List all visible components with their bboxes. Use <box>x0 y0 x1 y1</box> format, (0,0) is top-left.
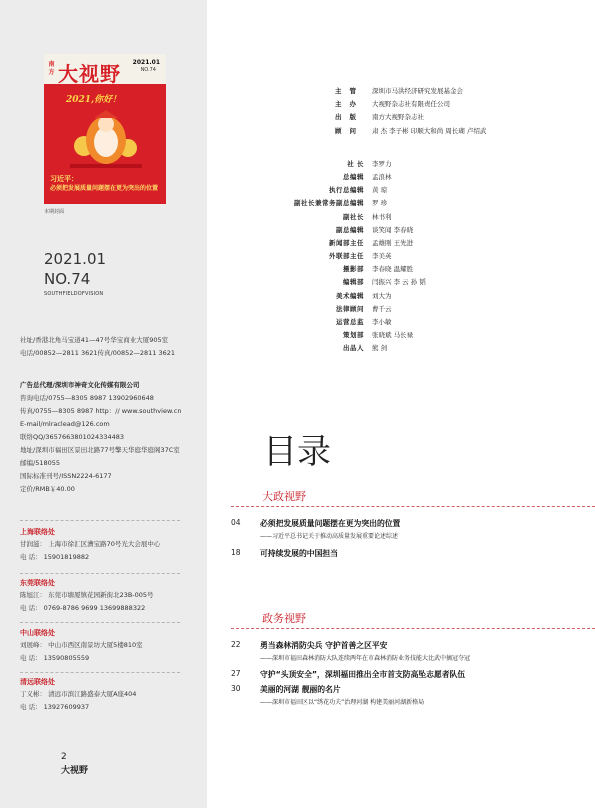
cover-logo: 大视野 <box>58 62 121 86</box>
issue-number: NO.74 <box>44 270 91 288</box>
toc-entry-title[interactable]: 必须把发展质量问题摆在更为突出的位置 <box>260 519 401 528</box>
divider <box>20 622 180 623</box>
masthead-value: 南方大视野杂志社 <box>372 113 424 122</box>
branch-line: 电 话： 13590805559 <box>20 654 90 662</box>
toc-page-number: 18 <box>231 548 241 557</box>
masthead-label: 运营总监 <box>336 318 364 326</box>
phone-line: 电话/00852—2811 3621传真/00852—2811 3621 <box>20 349 176 357</box>
toc-entry-title[interactable]: 可持续发展的中国担当 <box>260 549 338 558</box>
masthead-value: 李春晓 温耀胜 <box>372 265 414 274</box>
ad-agency-block <box>20 380 181 496</box>
masthead-value: 刘大为 <box>372 291 392 300</box>
branch-title: 东莞联络处 <box>20 579 55 587</box>
masthead-label: 摄影部 <box>343 265 364 274</box>
masthead-row <box>310 126 486 139</box>
masthead-label: 美术编辑 <box>336 291 364 300</box>
branch-title: 中山联络处 <box>20 629 55 637</box>
masthead-row <box>310 112 486 125</box>
masthead-label: 执行总编辑 <box>329 186 364 195</box>
cover-image[interactable] <box>44 54 166 204</box>
masthead-value: 孟浪林 <box>372 172 392 181</box>
branch-zhongshan <box>20 627 143 665</box>
address-block <box>20 334 175 360</box>
masthead-row <box>310 343 486 356</box>
ad-agency-title: 广告总代理/深圳市神奇文化传媒有限公司 <box>20 381 140 389</box>
masthead-row <box>310 264 486 277</box>
branch-line: 陈旭江： 东莞市塘厦镇花园新街北23B-005号 <box>20 591 154 599</box>
toc-page-number: 22 <box>231 640 241 649</box>
ad-line: 联络QQ/3657663801024334483 <box>20 433 124 441</box>
ad-line: 地址/深圳市福田区景田北路77号擎天华庭华庭阁37C室 <box>20 446 180 454</box>
cover-issue: 2021.01 <box>132 59 160 66</box>
section-heading[interactable]: 政务视野 <box>262 612 306 625</box>
ad-line: E-mail/mlraclead@126.com <box>20 420 110 428</box>
toc-title: 目录 <box>263 432 331 472</box>
masthead-row <box>310 159 486 172</box>
masthead-value: 闫振兴 李 云 孙 韬 <box>372 278 426 287</box>
left-sidebar <box>0 0 207 808</box>
branch-title: 清远联络处 <box>20 678 55 686</box>
toc-page-number: 04 <box>231 518 241 527</box>
toc-entry-subtitle: ——深圳市福田森林消防大队连续两年在市森林消防业务技能大比武中摘冠夺冠 <box>260 655 471 662</box>
branch-qingyuan <box>20 676 136 714</box>
masthead-label: 副社长兼常务副总编辑 <box>294 199 364 208</box>
masthead-value: 大视野杂志社有限责任公司 <box>372 100 450 109</box>
section-divider <box>231 506 595 507</box>
masthead-value: 孟雄刚 王先进 <box>372 238 414 247</box>
masthead-label: 主管 <box>335 87 364 95</box>
masthead-label: 编辑部 <box>343 278 364 287</box>
ad-line: 传真/0755—8305 8987 http：// www.southview.cn <box>20 407 182 415</box>
masthead-row <box>310 238 486 251</box>
branch-shanghai <box>20 526 160 564</box>
toc-page-number: 30 <box>231 684 241 693</box>
address-line: 社址/香港北角马宝道41—47号华宝商业大厦905室 <box>20 336 169 344</box>
masthead-label: 副社长 <box>343 212 364 221</box>
cover-brand-small: 南方 <box>48 61 55 76</box>
section-heading[interactable]: 大政视野 <box>262 490 306 503</box>
divider <box>20 573 180 574</box>
masthead-row <box>310 317 486 330</box>
masthead-label: 总编辑 <box>343 172 364 181</box>
masthead-label: 主办 <box>335 100 364 109</box>
branch-line: 刘展峰： 中山市西区南景坊大厦5楼810室 <box>20 641 143 649</box>
cover-illustration-icon <box>64 106 148 172</box>
masthead-value: 熊 剑 <box>372 344 388 353</box>
branch-dongguan <box>20 577 154 615</box>
ad-line: 国际标准刊号/ISSN2224-6177 <box>20 472 112 480</box>
masthead-label: 新闻部主任 <box>329 238 364 247</box>
cover-caption: 本期封面 <box>44 209 65 215</box>
toc-entry-title[interactable]: 勇当森林消防尖兵 守护首善之区平安 <box>260 641 388 650</box>
cover-no: NO.74 <box>140 67 156 73</box>
masthead-row <box>310 277 486 290</box>
issue-subtitle: SOUTHFIELDOFVISION <box>44 291 104 297</box>
masthead-label: 出品人 <box>343 344 364 353</box>
masthead-value: 李罗力 <box>372 159 392 168</box>
page-number: 2 <box>61 752 67 762</box>
masthead-label: 策划部 <box>343 331 364 340</box>
masthead-row <box>310 86 486 99</box>
masthead-row <box>294 198 486 211</box>
toc-page-number: 27 <box>231 669 241 678</box>
masthead-row <box>310 291 486 304</box>
masthead-value: 曹千云 <box>372 304 392 313</box>
masthead-row <box>310 185 486 198</box>
masthead-value: 张晓斌 马长禄 <box>372 331 414 340</box>
branch-title: 上海联络处 <box>20 528 55 536</box>
masthead-row <box>310 172 486 185</box>
masthead-value: 肃 杰 李子彬 印顺大和尚 周长瑚 卢绍武 <box>372 126 487 135</box>
toc-entry-title[interactable]: 守护“头顶安全”，深圳福田推出全市首支防高坠志愿者队伍 <box>260 670 466 679</box>
masthead-label: 出版 <box>335 113 364 122</box>
divider <box>20 520 180 521</box>
cover-headline: 2021,你好！ <box>66 95 122 105</box>
section-divider <box>231 628 595 629</box>
masthead-label: 法律顾问 <box>336 304 364 313</box>
divider <box>20 672 180 673</box>
masthead-row <box>310 212 486 225</box>
ad-line: 邮编/518055 <box>20 459 61 467</box>
toc-entry-title[interactable]: 美丽的河湖 靓丽的名片 <box>260 685 341 694</box>
masthead-value: 谈笑闻 李春晓 <box>372 225 414 234</box>
masthead-value: 李美英 <box>372 252 392 261</box>
ad-line: 咨询电话/0755—8305 8987 13902960648 <box>20 394 154 402</box>
masthead <box>294 86 487 357</box>
masthead-label: 外联部主任 <box>329 252 364 261</box>
cover-line1: 习近平： <box>50 175 78 183</box>
branch-line: 甘润滋： 上海市徐汇区漕宝路70号光大会展中心 <box>20 540 161 548</box>
toc-entry-subtitle: ——习近平总书记关于推动高质量发展重要论述综述 <box>260 533 399 540</box>
branch-line: 电 话： 13927609937 <box>20 703 90 711</box>
branch-line: 电 话： 15901819882 <box>20 553 90 561</box>
masthead-row <box>310 251 486 264</box>
masthead-row <box>310 225 486 238</box>
masthead-value: 李小敏 <box>372 318 392 326</box>
masthead-label: 顾问 <box>335 126 364 135</box>
masthead-value: 罗 珍 <box>372 199 388 208</box>
masthead-value: 黄 琼 <box>372 186 388 195</box>
ad-line: 定价/RMB￥40.00 <box>20 485 75 493</box>
branch-line: 丁义彬： 清远市滨江路盛泰大厦A座404 <box>20 690 137 698</box>
footer-logo: 大视野 <box>61 766 89 776</box>
issue-date: 2021.01 <box>44 250 107 268</box>
masthead-row <box>310 99 486 112</box>
branch-line: 电 话： 0769-8786 9699 13699888322 <box>20 604 146 612</box>
masthead-value: 深圳市马洪经济研究发展基金会 <box>372 87 463 95</box>
masthead-label: 副总编辑 <box>336 225 364 234</box>
masthead-value: 林书利 <box>372 212 392 221</box>
masthead-label: 社 长 <box>347 159 364 168</box>
masthead-row <box>310 304 486 317</box>
masthead-row <box>310 330 486 343</box>
cover-line2: 必须把发展质量问题摆在更为突出的位置 <box>50 185 159 192</box>
toc-entry-subtitle: ——深圳市福田区以“绣花功夫”治理河湖 构建美丽河湖新格局 <box>260 699 425 706</box>
